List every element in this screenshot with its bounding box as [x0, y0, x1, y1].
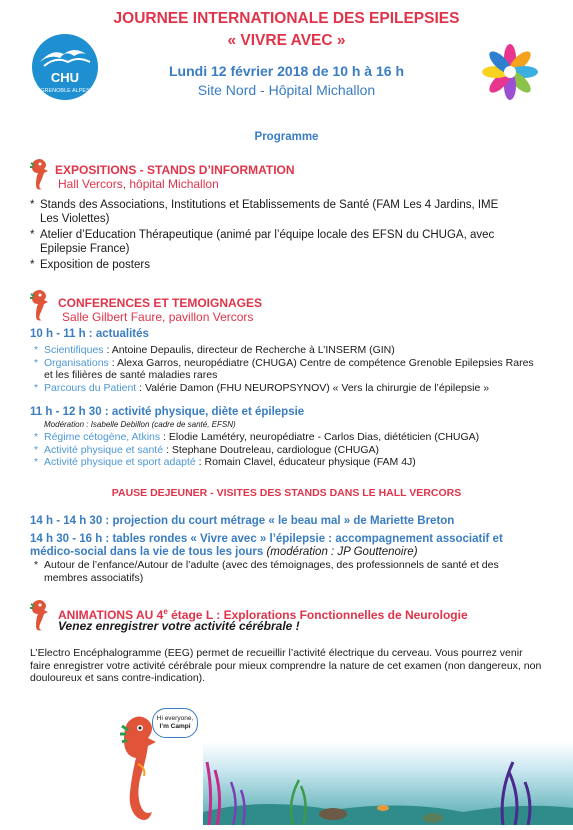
list-item: * Stands des Associations, Institutions et Etablissements de Santé (FAM Les 4 Jardins, IME Les Violettes)	[30, 199, 499, 225]
list-item: * Organisations : Alexa Garros, neuropédiatre (CHUGA) Centre de compétence Grenoble Epilepsies Rares et les filières de santé maladies rares	[34, 356, 534, 381]
programme-heading: Programme	[254, 131, 319, 143]
conferences-location: Salle Gilbert Faure, pavillon Vercors	[62, 310, 254, 324]
page-subtitle: « VIVRE AVEC »	[227, 32, 346, 49]
pause-heading: PAUSE DEJEUNER - VISITES DES STANDS DANS LE HALL VERCORS	[111, 487, 462, 499]
list-item: * Régime cétogène, Atkins : Elodie Lamétéry, neuropédiatre - Carlos Dias, diététicien (CHUGA)	[34, 431, 480, 443]
expositions-list	[30, 198, 520, 272]
event-site: Site Nord - Hôpital Michallon	[197, 82, 376, 98]
list-item: * Scientifiques : Antoine Depaulis, directeur de Recherche à L’INSERM (GIN)	[34, 344, 395, 356]
animations-paragraph: L’Electro Encéphalogramme (EEG) permet de recueillir l’activité électrique du cerveau. Vous pourrez venir faire enregistrer votre activité cérébrale pour mieux comprendre la nature de cet examen (non dangereux, non douloureux et sans contre-indication).	[30, 647, 542, 684]
seahorse-icon	[26, 598, 52, 632]
list-item: * Parcours du Patient : Valérie Damon (FHU NEUROPSYNOV) « Vers la chirurgie de l’épilepsie »	[34, 381, 490, 394]
bubble-line-2: I’m Campi	[159, 723, 191, 730]
session2-heading: 11 h - 12 h 30 : activité physique, diète et épilepsie	[30, 406, 305, 418]
session1-heading: 10 h - 11 h : actualités	[30, 328, 149, 340]
expositions-location: Hall Vercors, hôpital Michallon	[58, 177, 219, 191]
chu-logo-sub: GRENOBLE ALPES	[40, 88, 90, 94]
list-item: * Atelier d’Education Thérapeutique (animé par l’équipe locale des EFSN du CHUGA, avec Epilepsie France)	[30, 229, 495, 255]
animations-title: ANIMATIONS AU 4e étage L : Explorations Fonctionnelles de Neurologie	[58, 607, 468, 622]
list-item: * Exposition de posters	[30, 259, 150, 271]
list-item: * Autour de l’enfance/Autour de l’adulte (avec des témoignages, des professionnels de santé et des membres associatifs)	[34, 559, 499, 584]
underwater-scene	[203, 742, 573, 825]
bubble-line-1: Hi everyone,	[156, 715, 194, 722]
event-date: Lundi 12 février 2018 de 10 h à 16 h	[169, 63, 404, 79]
session1-list	[34, 344, 534, 394]
list-item: * Activité physique et sport adapté : Romain Clavel, éducateur physique (FAM 4J)	[34, 456, 416, 468]
tables-rondes-list	[34, 559, 544, 584]
mascot-speech-bubble	[152, 708, 198, 738]
list-item: * Activité physique et santé : Stephane Doutreleau, cardiologue (CHUGA)	[34, 443, 380, 456]
conferences-title: CONFERENCES ET TEMOIGNAGES	[58, 296, 263, 310]
chu-logo-text: CHU	[50, 70, 80, 85]
page-title: JOURNEE INTERNATIONALE DES EPILEPSIES	[113, 10, 460, 27]
expositions-title: EXPOSITIONS - STANDS D’INFORMATION	[55, 163, 295, 177]
seahorse-icon	[26, 157, 52, 191]
session2-list	[34, 431, 534, 469]
tables-rondes-heading: 14 h 30 - 16 h : tables rondes « Vivre avec » l’épilepsie : accompagnement associatif et médico-social dans la vie de tous les jours (modération : JP Gouttenoire)	[30, 533, 503, 558]
seahorse-icon	[26, 288, 52, 322]
projection-heading: 14 h - 14 h 30 : projection du court métrage « le beau mal » de Mariette Breton	[30, 515, 455, 527]
animations-subtitle: Venez enregistrer votre activité cérébrale !	[58, 619, 300, 633]
session2-moderation: Modération : Isabelle Debillon (cadre de santé, EFSN)	[44, 420, 236, 429]
